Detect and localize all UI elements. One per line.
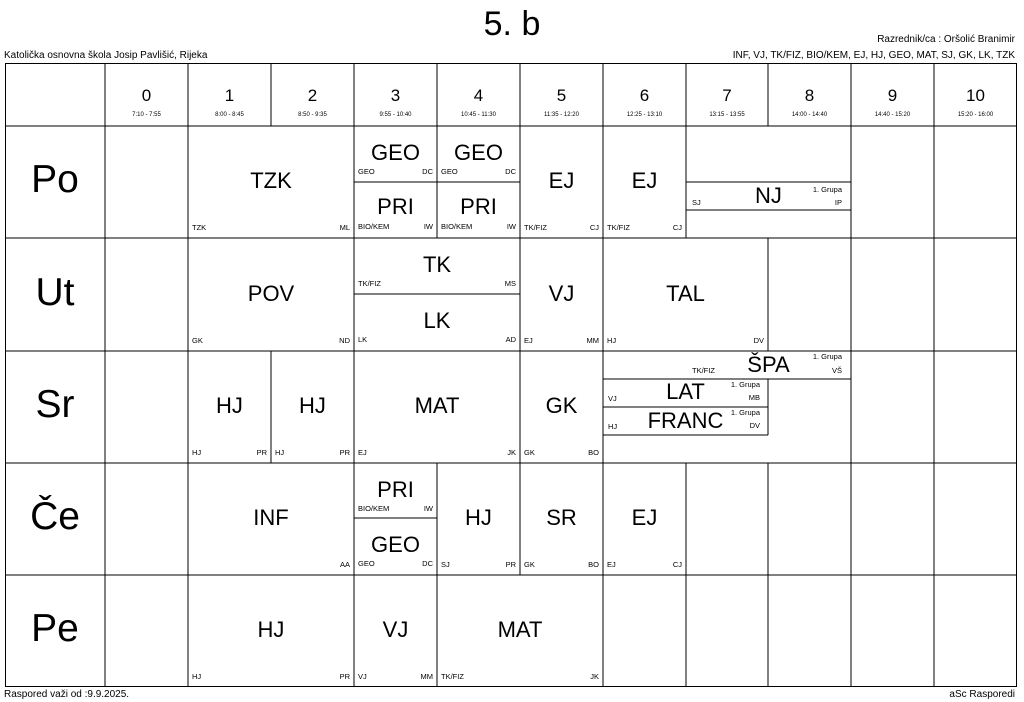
lesson-teacher: ND xyxy=(339,336,350,345)
lesson-room xyxy=(192,560,275,570)
period-number: 10 xyxy=(966,86,985,105)
lesson-teacher: PR xyxy=(505,560,516,569)
lesson-room: TK/FIZ xyxy=(358,279,381,288)
lesson-room: GEO xyxy=(441,167,458,176)
class-teacher: Razrednik/ca : Oršolić Branimir xyxy=(877,34,1015,45)
valid-from-note: Raspored važi od :9.9.2025. xyxy=(4,689,130,700)
lesson-room: SJ xyxy=(441,560,450,569)
lesson-subject: LK xyxy=(423,308,451,333)
lesson-subject: VJ xyxy=(382,617,409,642)
lesson-teacher: JK xyxy=(507,448,516,457)
lesson-teacher: VŠ xyxy=(831,366,842,375)
lesson-subject: EJ xyxy=(631,505,658,530)
lesson-subject: HJ xyxy=(465,505,492,530)
lesson-subject: MAT xyxy=(497,617,543,642)
period-time: 14:40 - 15:20 xyxy=(874,112,911,118)
lesson-subject: POV xyxy=(247,280,295,306)
class-title: 5. b xyxy=(483,5,541,43)
period-number: 9 xyxy=(887,86,898,105)
lesson-subject: HJ xyxy=(257,617,285,642)
day-label: Pe xyxy=(31,607,79,650)
period-time: 9:55 - 10:40 xyxy=(379,112,412,118)
lesson-subject: TK xyxy=(422,252,452,277)
group-label: 1. Grupa xyxy=(812,352,842,361)
lesson-subject: GEO xyxy=(454,140,503,165)
lesson-subject: GEO xyxy=(371,532,420,557)
lesson-teacher: BO xyxy=(588,560,599,569)
period-number: 7 xyxy=(722,86,732,105)
lesson-room: GK xyxy=(524,560,535,569)
period-time: 7:10 - 7:55 xyxy=(132,112,161,118)
lesson-room: LK xyxy=(358,335,368,344)
period-number: 8 xyxy=(804,86,815,105)
lesson-room: SJ xyxy=(692,198,701,207)
software-credit: aSc Rasporedi xyxy=(949,689,1015,700)
lesson-teacher: PR xyxy=(256,448,267,457)
lesson-subject: EJ xyxy=(631,168,658,193)
period-number: 0 xyxy=(141,86,152,105)
period-number: 4 xyxy=(473,86,484,105)
period-time: 12:25 - 13:10 xyxy=(626,112,663,118)
lesson-subject: LAT xyxy=(666,379,705,404)
group-label: 1. Grupa xyxy=(730,380,760,389)
lesson-room: BIO/KEM xyxy=(358,222,390,231)
period-time: 8:00 - 8:45 xyxy=(215,112,244,118)
lesson-teacher: DC xyxy=(422,167,433,176)
lesson-teacher: MB xyxy=(748,393,760,402)
lesson-room: HJ xyxy=(608,422,618,431)
lesson-room: EJ xyxy=(358,448,367,457)
lesson-room: HJ xyxy=(192,672,202,681)
lesson-subject: NJ xyxy=(755,183,782,208)
lesson-room: HJ xyxy=(275,448,285,457)
lesson-teacher: DC xyxy=(422,559,433,568)
lesson-room: TK/FIZ xyxy=(441,672,464,681)
period-number: 5 xyxy=(556,86,567,105)
lesson-subject: HJ xyxy=(299,393,326,418)
group-label: 1. Grupa xyxy=(730,408,760,417)
lesson-teacher: CJ xyxy=(589,223,599,232)
lesson-teacher: JK xyxy=(590,672,599,681)
lesson-teacher: DV xyxy=(753,336,764,345)
lesson-room: TK/FIZ xyxy=(607,223,630,232)
lesson-room: VJ xyxy=(608,394,617,403)
lesson-teacher: MS xyxy=(504,279,516,288)
lesson-subject: INF xyxy=(253,505,289,530)
lesson-teacher: AA xyxy=(339,560,350,569)
lesson-subject: TZK xyxy=(250,168,292,193)
lesson-teacher: PR xyxy=(339,448,350,457)
lesson-teacher: ML xyxy=(339,223,350,232)
lesson-room: HJ xyxy=(607,336,617,345)
lesson-room: TZK xyxy=(192,223,207,232)
lesson-room: GK xyxy=(192,336,203,345)
lesson-subject: PRI xyxy=(377,194,414,219)
lesson-teacher: IP xyxy=(834,198,842,207)
lesson-subject: FRANC xyxy=(647,408,724,433)
lesson-subject: SR xyxy=(546,505,577,530)
period-number: 6 xyxy=(639,86,650,105)
lesson-subject: VJ xyxy=(548,280,575,306)
period-number: 2 xyxy=(307,86,318,105)
day-label: Sr xyxy=(35,383,75,426)
lesson-teacher: DV xyxy=(749,421,760,430)
lesson-teacher: IW xyxy=(423,504,433,513)
lesson-subject: TAL xyxy=(666,280,705,306)
lesson-teacher: IW xyxy=(506,222,516,231)
lesson-room: GK xyxy=(524,448,535,457)
lesson-teacher: BO xyxy=(588,448,599,457)
lesson-teacher: CJ xyxy=(672,223,682,232)
lesson-room: TK/FIZ xyxy=(524,223,547,232)
group-label: 1. Grupa xyxy=(812,185,842,194)
lesson-subject: PRI xyxy=(377,477,414,502)
period-time: 10:45 - 11:30 xyxy=(461,112,496,118)
subjects-list: INF, VJ, TK/FIZ, BIO/KEM, EJ, HJ, GEO, MAT, SJ, GK, LK, TZK xyxy=(732,50,1015,61)
lesson-teacher: PR xyxy=(339,672,350,681)
period-time: 11:35 - 12:20 xyxy=(544,112,579,118)
day-label: Po xyxy=(31,158,79,201)
lesson-subject: ŠPA xyxy=(747,352,790,377)
lesson-room: BIO/KEM xyxy=(358,504,390,513)
lesson-room: TK/FIZ xyxy=(692,366,715,375)
lesson-teacher: MM xyxy=(420,672,433,681)
period-time: 8:50 - 9:35 xyxy=(298,112,327,118)
lesson-room: GEO xyxy=(358,559,375,568)
lesson-teacher: CJ xyxy=(672,560,682,569)
lesson-room: GEO xyxy=(358,167,375,176)
period-time: 15:20 - 16:00 xyxy=(957,112,994,118)
lesson-teacher: MM xyxy=(586,336,599,345)
period-number: 3 xyxy=(390,86,401,105)
lesson-subject: EJ xyxy=(548,168,575,193)
lesson-room: EJ xyxy=(607,560,616,569)
day-label: Če xyxy=(30,495,80,538)
lesson-subject: MAT xyxy=(414,393,460,418)
lesson-teacher: IW xyxy=(423,222,433,231)
period-time: 13:15 - 13:55 xyxy=(709,112,745,118)
lesson-room: HJ xyxy=(192,448,202,457)
lesson-subject: GEO xyxy=(371,140,420,165)
lesson-subject: PRI xyxy=(460,194,497,219)
lesson-teacher: DC xyxy=(505,167,516,176)
school-name: Katolička osnovna škola Josip Pavlišić, Rijeka xyxy=(4,50,208,61)
lesson-teacher: AD xyxy=(505,335,516,344)
period-time: 14:00 - 14:40 xyxy=(791,112,828,118)
lesson-room: BIO/KEM xyxy=(441,222,473,231)
day-label: Ut xyxy=(35,270,75,314)
lesson-room: VJ xyxy=(358,672,367,681)
lesson-subject: GK xyxy=(545,393,578,418)
lesson-subject: HJ xyxy=(216,393,243,418)
period-number: 1 xyxy=(224,86,235,105)
lesson-room: EJ xyxy=(524,336,533,345)
